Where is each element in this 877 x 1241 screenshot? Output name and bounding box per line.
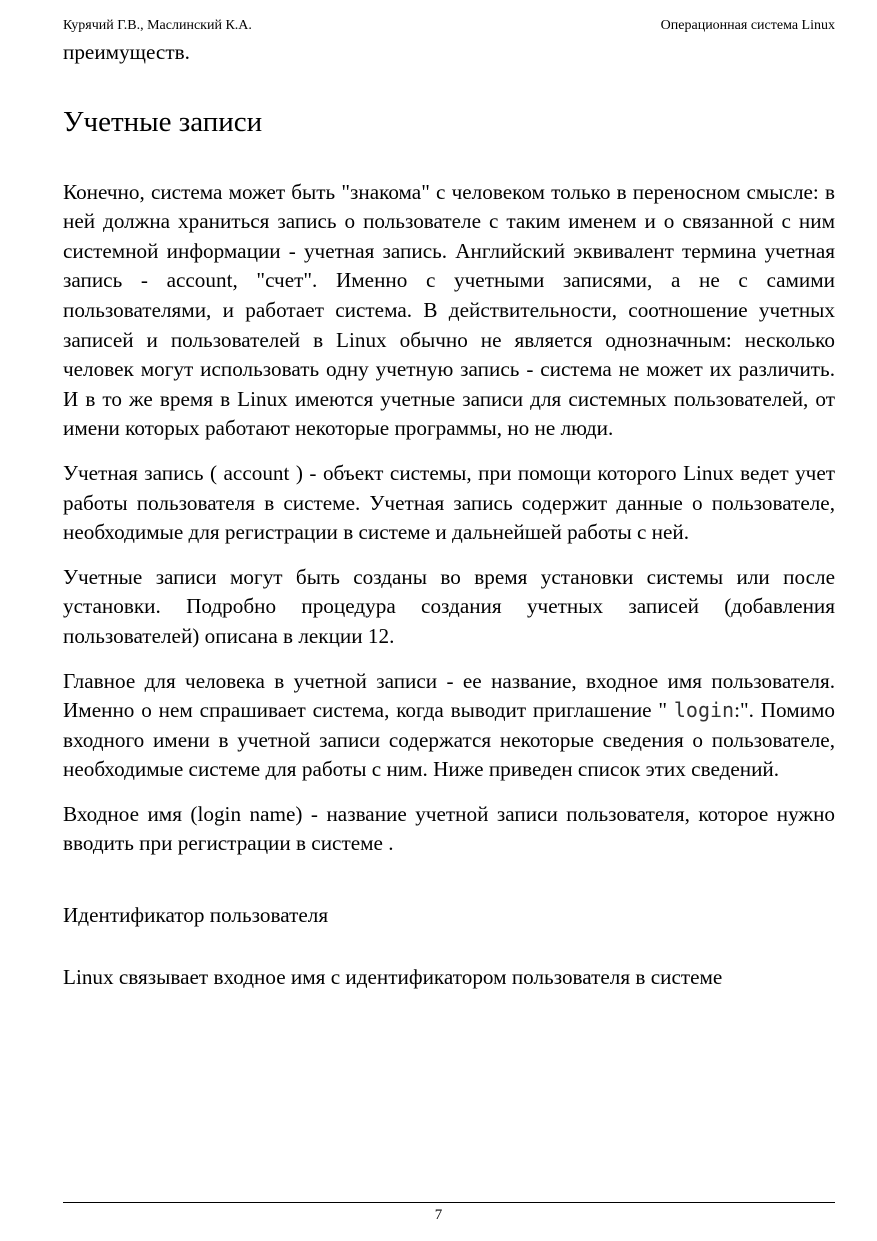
section-title: Учетные записи bbox=[63, 105, 263, 138]
page-number: 7 bbox=[434, 1207, 443, 1223]
paragraph-4 bbox=[63, 667, 835, 785]
paragraph-1: Конечно, система может быть "знакома" с человеком только в переносном смысле: в ней должна храниться запись о пользователе с таким именем и о связанной с ним системной информации - учетная запись. Английский эквивалент термина учетная запись - account, "счет". Именно с учетными записями, а не с самими пользователями, и работает система. В действительности, соотношение учетных записей и пользователей в Linux обычно не является однозначным: несколько человек могут использовать одну учетную запись - система не может их различить. И в то же время в Linux имеются учетные записи для системных пользователей, от имени которых работают некоторые программы, но не люди. bbox=[63, 179, 835, 441]
login-prompt-code: login bbox=[673, 698, 735, 723]
page-content bbox=[63, 38, 835, 993]
footer-divider bbox=[63, 1202, 835, 1203]
header-authors: Курячий Г.В., Маслинский К.А. bbox=[63, 18, 252, 33]
carryover-text: преимуществ. bbox=[63, 40, 190, 64]
paragraph-6: Linux связывает входное имя с идентификатором пользователя в системе bbox=[63, 965, 723, 990]
paragraph-5: Входное имя (login name) - название учетной записи пользователя, которое нужно вводить при регистрации в системе . bbox=[63, 801, 835, 856]
paragraph-4-text-b: :". Помимо входного имени в учетной записи содержатся некоторые сведения о пользователе, необходимые системе для работы с ним. Ниже приведен список этих сведений. bbox=[63, 698, 835, 782]
subsection-title: Идентификатор пользователя bbox=[63, 903, 329, 928]
running-header bbox=[63, 16, 835, 36]
header-book-title: Операционная система Linux bbox=[660, 18, 835, 33]
paragraph-3: Учетные записи могут быть созданы во время установки системы или после установки. Подробно процедура создания учетных записей (добавления пользователей) описана в лекции 12. bbox=[63, 564, 835, 648]
paragraph-4-text-a: Главное для человека в учетной записи - ее название, входное имя пользователя. Именно о нем спрашивает система, когда выводит приглашение " bbox=[63, 668, 835, 723]
paragraph-2: Учетная запись ( account ) - объект системы, при помощи которого Linux ведет учет работы пользователя в системе. Учетная запись содержит данные о пользователе, необходимые для регистрации в системе и дальнейшей работы с ней. bbox=[63, 460, 835, 545]
